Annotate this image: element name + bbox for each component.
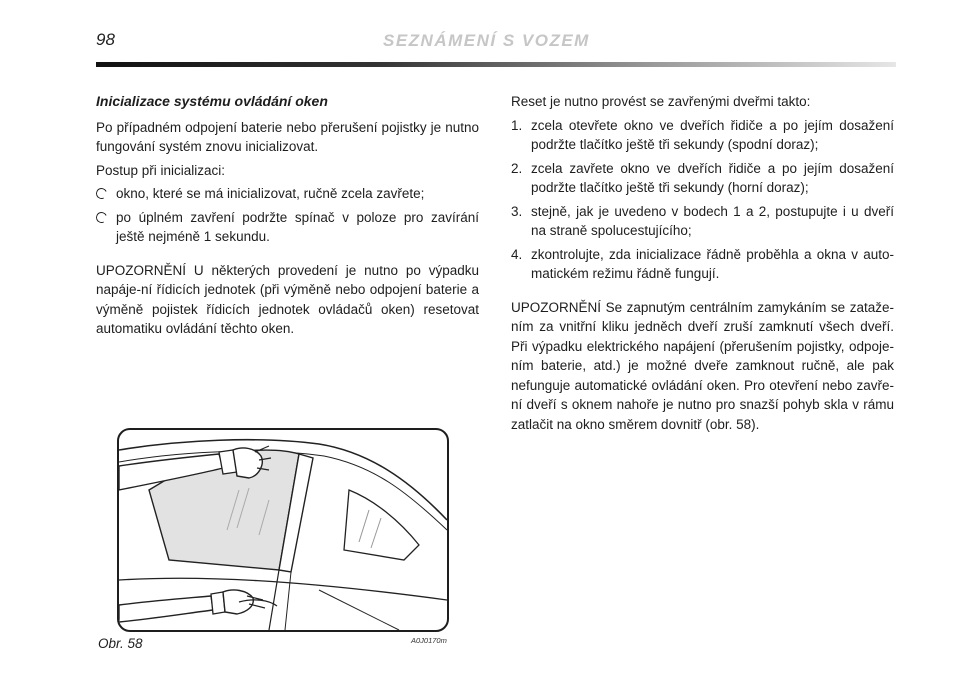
- procedure-label: Postup při inicializaci:: [96, 162, 226, 178]
- header-rule: [96, 62, 896, 67]
- step-text: zcela otevřete okno ve dveřích řidiče a po jejím dosažení podržte tlačítko ještě tři sekundy (spodní doraz);: [531, 117, 894, 152]
- step-number: 2.: [511, 160, 523, 176]
- step-number: 4.: [511, 246, 523, 262]
- figure-caption: Obr. 58: [98, 636, 143, 651]
- bullet-item: [96, 208, 479, 247]
- bullet-text: okno, které se má inicializovat, ručně zcela zavřete;: [116, 186, 425, 201]
- warning-paragraph: UPOZORNĚNÍ U některých provedení je nutno po výpadku napáje-ní řídicích jednotek (při výměně nebo odpojení baterie a výměně pojistek řídicích jednotek ovládačů oken) resetovat automatiku ovládání těchto oken.: [96, 262, 479, 336]
- bullet-text: po úplném zavření podržte spínač v poloze pro zavírání ještě nejméně 1 sekundu.: [116, 209, 479, 244]
- step-item: [511, 116, 894, 155]
- bullet-circle-icon: [94, 186, 108, 200]
- step-item: [511, 245, 894, 284]
- left-column: [96, 92, 479, 343]
- bullet-item: [96, 184, 479, 204]
- reset-intro: Reset je nutno provést se zavřenými dveřmi takto:: [511, 94, 811, 109]
- step-number: 1.: [511, 117, 523, 133]
- car-window-illustration: [119, 430, 447, 630]
- step-text: zkontrolujte, zda inicializace řádně proběhla a okna v auto-matickém režimu řádně fungují.: [531, 246, 894, 281]
- figure-code: A0J0170m: [411, 636, 447, 645]
- running-title: SEZNÁMENÍ S VOZEM: [383, 31, 590, 50]
- figure-illustration: [117, 428, 449, 632]
- step-text: stejně, jak je uvedeno v bodech 1 a 2, postupujte i u dveří na straně spolucestujícího;: [531, 203, 894, 238]
- step-number: 3.: [511, 203, 523, 219]
- step-item: [511, 202, 894, 241]
- step-item: [511, 159, 894, 198]
- step-text: zcela zavřete okno ve dveřích řidiče a po jejím dosažení podržte tlačítko ještě tři sekundy (horní doraz);: [531, 160, 894, 195]
- bullet-circle-icon: [94, 210, 108, 224]
- warning-paragraph: UPOZORNĚNÍ Se zapnutým centrálním zamykáním se zataže-ním za vnitřní kliku jedněch dveří zruší zamknutí všech dveří. Při výpadku elektrického napájení (přerušením pojistky, odpoje-ním baterie, atd.) je možné dveře zamknout ručně, ale pak nefunguje automatické ovládání oken. Pro otevření nebo zavře-ní dveří s oknem nahoře je nutno pro snazší pohyb skla v rámu zatlačit na okno směrem dovnitř (obr. 58).: [511, 299, 894, 432]
- page-number: 98: [96, 30, 115, 49]
- section-heading: Inicializace systému ovládání oken: [96, 93, 328, 109]
- right-column: [511, 92, 894, 438]
- intro-paragraph: Po případném odpojení baterie nebo přerušení pojistky je nutno fungování systém znovu inicializovat.: [96, 119, 479, 154]
